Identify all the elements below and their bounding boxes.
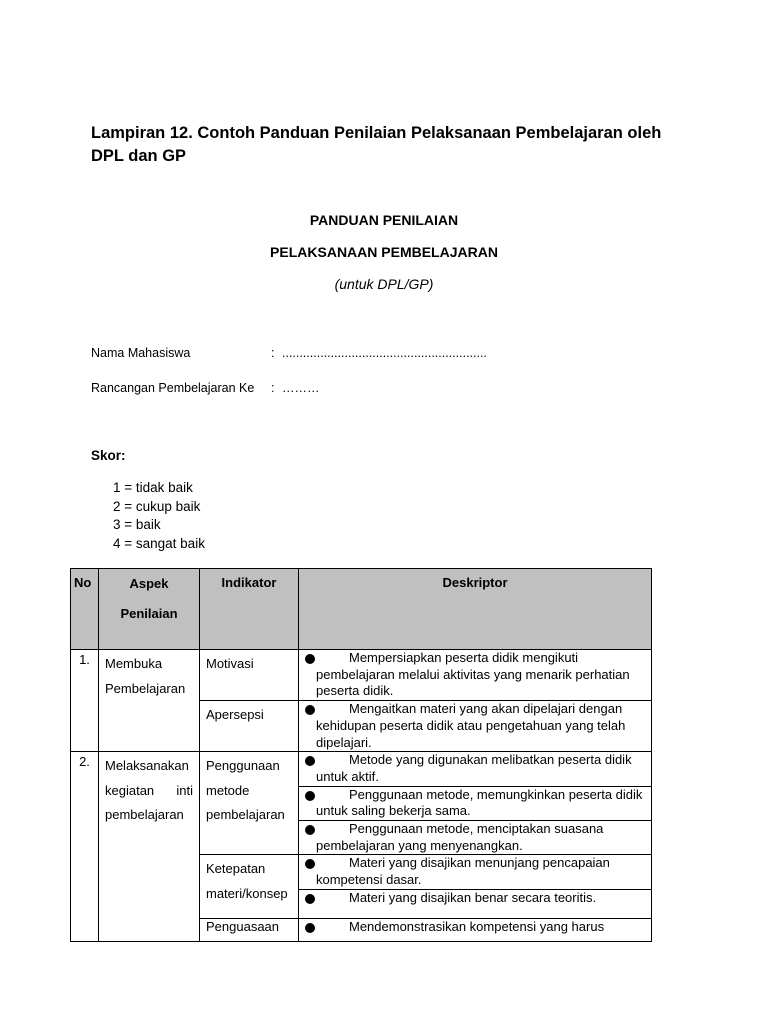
aspek-cell [99, 650, 200, 752]
indikator-cell [200, 918, 299, 941]
indikator-line: Motivasi [206, 656, 254, 671]
indikator-cell [200, 855, 299, 918]
bullet-icon [305, 654, 315, 664]
deskriptor-item [305, 650, 645, 700]
deskriptor-item [305, 821, 645, 854]
skor-item: 1 = tidak baik [113, 480, 193, 495]
aspek-word: inti [176, 782, 193, 798]
indikator-line: materi/konsep [206, 885, 288, 901]
page-title: Lampiran 12. Contoh Panduan Penilaian Pelaksanaan Pembelajaran oleh DPL dan GP [91, 124, 662, 165]
bullet-icon [305, 791, 315, 801]
aspek-line: Pembelajaran [105, 680, 186, 696]
skor-list [113, 479, 205, 553]
aspek-line-justified [105, 779, 193, 804]
deskriptor-item [305, 890, 645, 907]
skor-heading: Skor: [91, 448, 126, 463]
row-number: 2. [71, 752, 99, 942]
field-label: Rancangan Pembelajaran Ke [91, 381, 255, 395]
deskriptor-text: Mengaitkan materi yang akan dipelajari dengan kehidupan peserta didik atau pengetahuan yang telah dipelajari. [316, 701, 626, 750]
header-deskriptor: Deskriptor [299, 569, 652, 650]
bullet-icon [305, 894, 315, 904]
skor-item: 2 = cukup baik [113, 498, 201, 514]
indikator-line: metode [206, 782, 250, 798]
bullet-icon [305, 705, 315, 715]
table-header-row [71, 569, 652, 650]
indikator-cell [200, 752, 299, 855]
indikator-line: Apersepsi [206, 707, 264, 723]
aspek-cell [99, 752, 200, 942]
header-indikator: Indikator [200, 569, 299, 650]
form-audience-note: (untuk DPL/GP) [334, 276, 434, 292]
indikator-cell [200, 650, 299, 701]
deskriptor-cell [299, 650, 652, 701]
field-value: ……… [282, 381, 320, 395]
skor-item: 3 = baik [113, 517, 161, 532]
header-aspek-line: Penilaian [120, 606, 178, 621]
deskriptor-text: Penggunaan metode, menciptakan suasana pembelajaran yang menyenangkan. [316, 821, 604, 853]
deskriptor-item [305, 752, 645, 785]
bullet-icon [305, 756, 315, 766]
form-heading: PANDUAN PENILAIAN [309, 212, 459, 228]
deskriptor-cell [299, 821, 652, 855]
deskriptor-item [305, 701, 645, 751]
indikator-cell [200, 701, 299, 752]
header-aspek-penilaian [99, 569, 200, 650]
deskriptor-item [305, 919, 645, 936]
field-label: Nama Mahasiswa [91, 346, 191, 360]
bullet-icon [305, 923, 315, 933]
aspek-word: kegiatan [105, 782, 155, 798]
deskriptor-text: Mempersiapkan peserta didik mengikuti pembelajaran melalui aktivitas yang menarik perhatian peserta didik. [316, 650, 630, 699]
table-row [71, 752, 652, 786]
deskriptor-text: Penggunaan metode, memungkinkan peserta didik untuk saling bekerja sama. [316, 786, 643, 819]
deskriptor-text: Materi yang disajikan menunjang pencapaian kompetensi dasar. [316, 855, 610, 888]
skor-item: 4 = sangat baik [113, 535, 205, 551]
header-no: No [71, 569, 99, 650]
deskriptor-item [305, 787, 645, 820]
bullet-icon [305, 859, 315, 869]
aspek-line: pembelajaran [105, 807, 184, 823]
deskriptor-cell [299, 889, 652, 918]
field-colon: : [271, 346, 275, 360]
aspek-line: Membuka [105, 656, 163, 671]
assessment-table [70, 568, 652, 942]
deskriptor-text: Mendemonstrasikan kompetensi yang harus [349, 918, 605, 934]
deskriptor-text: Metode yang digunakan melibatkan peserta didik untuk aktif. [316, 752, 632, 784]
field-value: ........................................................... [282, 346, 487, 360]
deskriptor-item [305, 855, 645, 888]
deskriptor-text: Materi yang disajikan benar secara teoritis. [349, 889, 597, 905]
form-subheading: PELAKSANAAN PEMBELAJARAN [270, 244, 498, 260]
deskriptor-cell [299, 752, 652, 786]
field-colon: : [271, 381, 275, 395]
indikator-line: pembelajaran [206, 807, 285, 823]
aspek-line: Melaksanakan [105, 758, 189, 774]
indikator-line: Penguasaan [206, 918, 280, 934]
header-aspek-line: Aspek [129, 576, 169, 591]
indikator-line: Ketepatan [206, 861, 266, 877]
deskriptor-cell [299, 855, 652, 889]
deskriptor-cell [299, 786, 652, 820]
deskriptor-cell [299, 918, 652, 941]
table-row [71, 650, 652, 701]
deskriptor-cell [299, 701, 652, 752]
row-number: 1. [71, 650, 99, 752]
indikator-line: Penggunaan [206, 758, 280, 774]
bullet-icon [305, 825, 315, 835]
